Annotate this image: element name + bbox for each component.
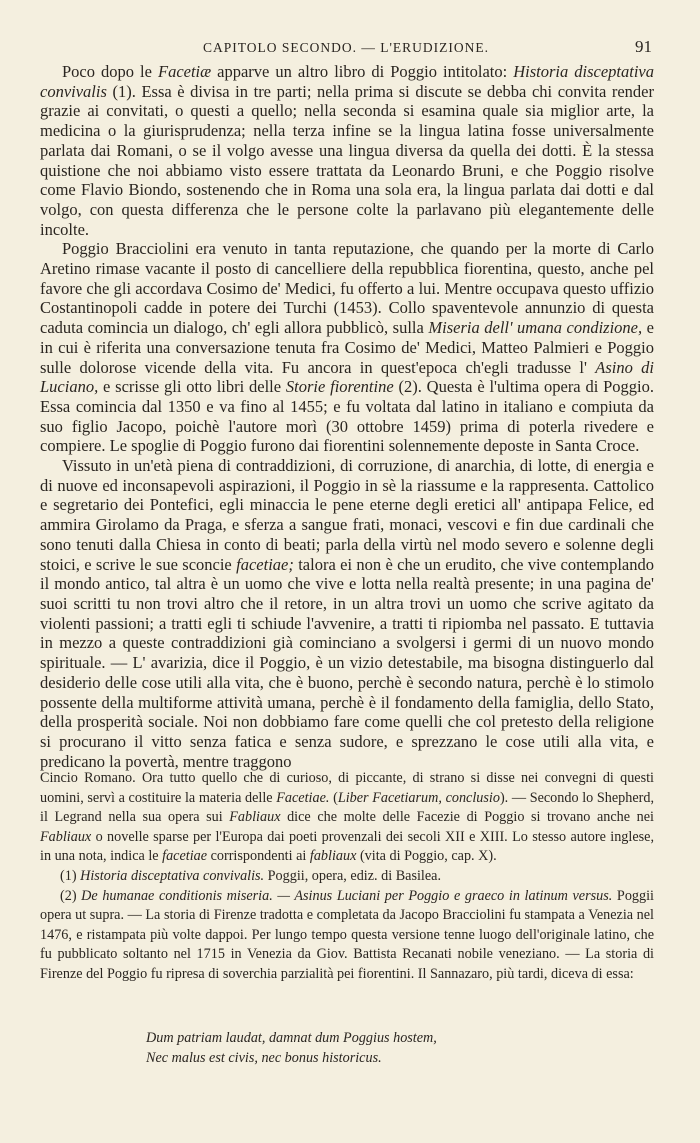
- footnotes: [40, 769, 654, 985]
- text-span: (: [329, 789, 338, 806]
- verse-line-1: Dum patriam laudat, damnat dum Poggius hostem,: [146, 1030, 437, 1046]
- italic-title: Asino di Luciano,: [40, 357, 655, 397]
- italic-title: Storie fiorentine: [285, 377, 394, 397]
- paragraph-cancelliere: [40, 239, 654, 456]
- text-span: Vissuto in un'età piena di contraddizioni, di corruzione, di anarchia, di lotte, di energia e di nuove ed inconsapevoli aspirazioni, il Poggio in sè la riassume e la rappresenta. Cattolico e segretario dei Pontefici, egli minaccia le pene eterne degli eretici all' antipapa Felice, ed ammira Girolamo da Praga, e sferza a sangue frati, monaci, vescovi e fin due cardinali che sono tenuti dalla Chiesa in conto di beati; parla della virtù nel modo severo e solenne degli stoici, e scrive le sue sconcie: [40, 456, 654, 574]
- text-span: apparve un altro libro di Poggio intitolato:: [211, 62, 514, 81]
- text-span: e in cui è riferita una conversazione tenuta fra Cosimo de' Medici, Matteo Palmieri e Poggio sulle dolorose vicende della vita. Fu ancora in quest'epoca ch'egli tradusse l': [40, 318, 654, 377]
- text-span: corrispondenti ai: [207, 848, 310, 865]
- italic-title: Facetiae.: [276, 789, 330, 806]
- latin-epigram: [146, 1028, 437, 1068]
- text-span: (vita di Poggio, cap. X).: [356, 848, 497, 865]
- italic-title: Liber Facetiarum, conclusio: [337, 789, 500, 806]
- footnote-1: [40, 867, 654, 887]
- footnote-2: [40, 887, 654, 985]
- text-span: talora ei non è che un erudito, che vive contemplando il mondo antico, tal altra è un uomo che vive e lotta nella realtà presente; in una pagina de' suoi scritti tu non trovi altro che il retore, in un altra trovi un uomo che scrive agitato da violenti passioni; a tratti egli ti schiude l'avvenire, a tratti ti ripiomba nel passato. E tuttavia in mezzo a queste contraddizioni già cominciano a svolgersi i germi di un nuovo mondo spirituale. — L' avarizia, dice il Poggio, è un vizio detestabile, ma bisogna distinguerlo dal desiderio delle cose utili alla vita, che è buono, perchè è secondo natura, perchè è lo stimolo possente della multiforme attività umana, perchè è il fondamento della famiglia, dello Stato, della prosperità sociale. Noi non dobbiamo fare come quelli che col pretesto della religione si procurano il vitto senza fatica e senza sudore, e sprezzano le cose utili alla vita, e predicano la povertà, mentre traggono: [40, 554, 654, 771]
- italic-title: De humanae conditionis miseria. — Asinus Luciani per Poggio e graeco in latinum versus.: [81, 887, 613, 904]
- italic-title: Fabliaux: [229, 809, 281, 826]
- page-number: 91: [635, 37, 652, 56]
- main-text: [40, 62, 654, 771]
- text-span: dice che molte delle Facezie di Poggio si trovano anche nei: [280, 809, 654, 826]
- text-span: (2). Questa è l'ultima opera di Poggio. Essa comincia dal 1350 e va fino al 1455; e fu voltata dal latino in italiano e compiuta da suo figlio Jacopo, poichè l'autore morì (30 ottobre 1459) prima di poterla rivedere e compiere. Le spoglie di Poggio furono dai fiorentini solennemente deposte in Santa Croce.: [40, 377, 654, 456]
- paragraph-historia-disceptativa: [40, 62, 654, 239]
- footnote-continuation: [40, 769, 654, 867]
- text-span: o novelle sparse per l'Europa dai poeti provenzali dei secoli XII e XIII. Lo stesso autore inglese, in una nota, indica le: [40, 828, 654, 865]
- italic-title: Miseria dell' umana condizione,: [428, 318, 643, 338]
- italic-title: Fabliaux: [40, 828, 92, 845]
- italic-title: Historia disceptativa convivalis: [40, 62, 654, 101]
- text-span: (1). Essa è divisa in tre parti; nella prima si discute se debba chi convita render grazie ai convitati, o questi a quello; nella seconda si esamina quale sia miglior arte, la medicina o la giurisprudenza; nella terza infine se la lingua latina fosse universalmente parlata dai Romani, o se il volgo avesse una lingua diversa da quella dei dotti. È la stessa quistione che noi abbiamo visto essere trattata da Leonardo Bruni, e che Poggio risolve come Flavio Biondo, sostenendo che in Roma una sola era, la lingua parlata dai dotti e dal volgo, con questa differenza che le persone colte la parlavano più elegantemente delle incolte.: [40, 81, 654, 239]
- text-span: Cincio Romano. Ora tutto quello che di curioso, di piccante, di strano si disse nei convegni di questi uomini, servì a costituire la materia delle: [40, 770, 654, 806]
- text-span: Poggio Bracciolini era venuto in tanta reputazione, che quando per la morte di Carlo Aretino rimase vacante il posto di cancelliere della repubblica fiorentina, questo, anche pel favore che gli accordava Cosimo de' Medici, fu offerto a lui. Mentre occupava questo uffizio Costantinopoli cadde in potere dei Turchi (1453). Collo spaventevole annunzio di questa caduta comincia un dialogo, ch' egli allora pubblicò, sulla: [40, 239, 654, 338]
- footnote-marker: (2): [60, 887, 82, 904]
- text-span: e scrisse gli otto libri delle: [98, 377, 286, 397]
- text-span: Poggii opera ut supra. — La storia di Firenze tradotta e completata da Jacopo Bracciolini fu stampata a Venezia nel 1476, e ristampata più volte dappoi. Per lungo tempo questa versione tenne luogo dell'originale latino, che fu pubblicato soltanto nel 1715 in Venezia da Giov. Battista Recanati nobile veneziano. — La storia di Firenze del Poggio fu ripresa di soverchia parzialità pei fiorentini. Il Sannazaro, più tardi, diceva di essa:: [40, 887, 654, 982]
- italic-title: fabliaux: [309, 848, 357, 865]
- verse-line-2: Nec malus est civis, nec bonus historicus.: [146, 1050, 382, 1067]
- footnote-marker: (1): [60, 867, 81, 884]
- italic-title: facetiae;: [236, 554, 294, 574]
- text-span: ). — Secondo lo Shepherd, il Legrand nella sua opera sui: [40, 789, 654, 826]
- text-span: Poco dopo le: [62, 62, 158, 81]
- italic-title: Historia disceptativa convivalis.: [80, 867, 265, 884]
- italic-title: Facetiæ: [157, 62, 212, 81]
- text-span: Poggii, opera, ediz. di Basilea.: [264, 867, 442, 884]
- paragraph-contraddizioni: [40, 456, 654, 771]
- italic-title: facetiae: [162, 848, 208, 865]
- running-header: [40, 37, 652, 64]
- running-title: CAPITOLO SECONDO. — L'ERUDIZIONE.: [202, 40, 490, 55]
